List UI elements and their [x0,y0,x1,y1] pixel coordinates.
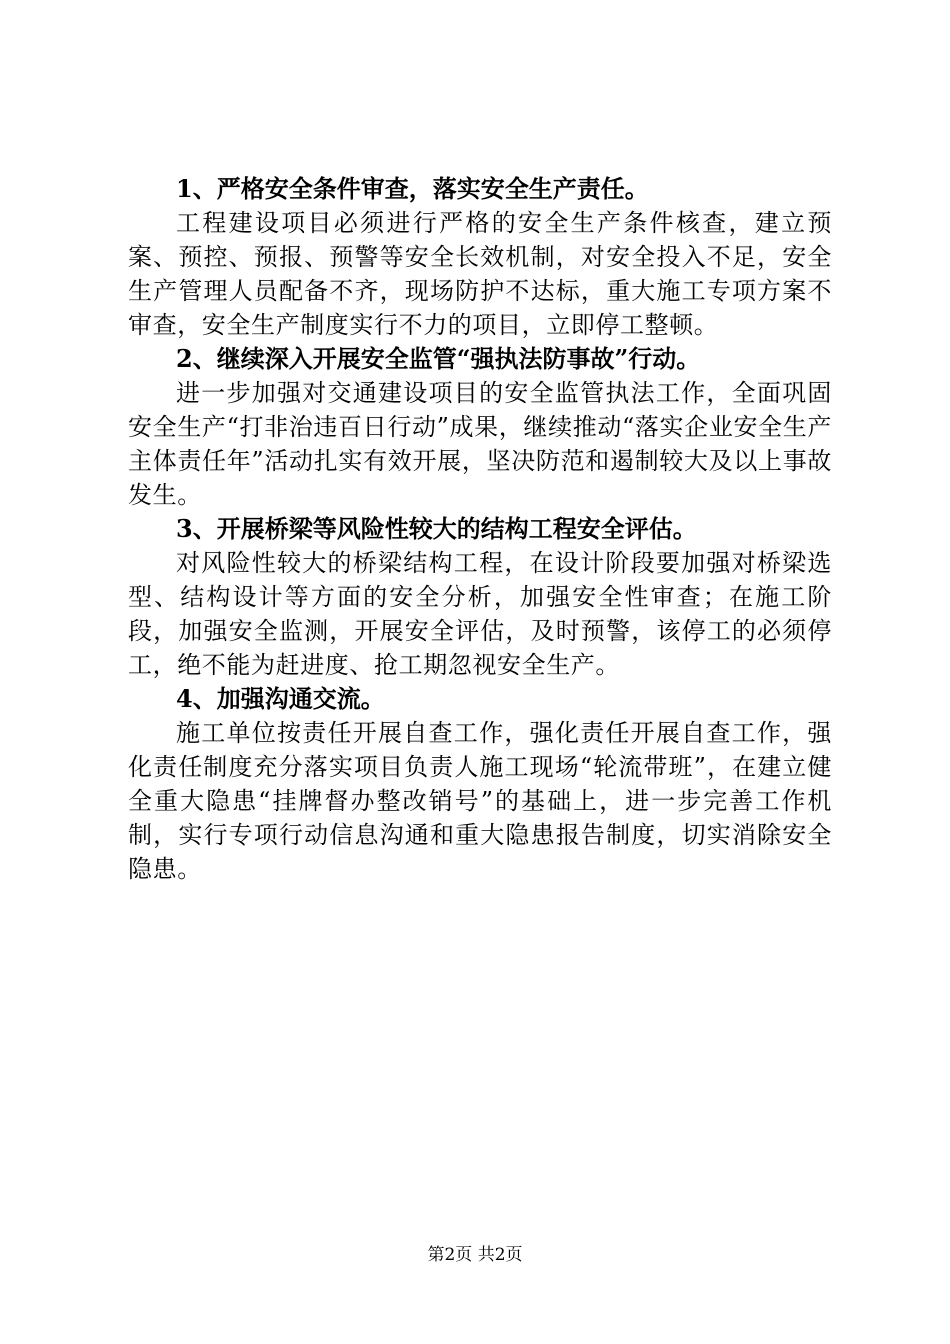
section-2-paragraph: 进一步加强对交通建设项目的安全监管执法工作，全面巩固安全生产“打非治违百日行动”成果，继续推动“落实企业安全生产主体责任年”活动扎实有效开展，坚决防范和遏制较大及以上事故发生。 [128,379,832,509]
section-2-heading: 2、继续深入开展安全监管“强执法防事故”行动。 [176,344,701,373]
page-number-footer: 第2页 共2页 [427,1245,523,1265]
document-body [128,172,832,886]
section-4-heading: 4、加强沟通交流。 [176,684,385,713]
section-1-paragraph: 工程建设项目必须进行严格的安全生产条件核查，建立预案、预控、预报、预警等安全长效机制，对安全投入不足，安全生产管理人员配备不齐，现场防护不达标，重大施工专项方案不审查，安全生产制度实行不力的项目，立即停工整顿。 [128,209,832,339]
section-4-paragraph: 施工单位按责任开展自查工作，强化责任开展自查工作，强化责任制度充分落实项目负责人施工现场“轮流带班”，在建立健全重大隐患“挂牌督办整改销号”的基础上，进一步完善工作机制，实行专项行动信息沟通和重大隐患报告制度，切实消除安全隐患。 [128,719,832,883]
section-1-heading: 1、严格安全条件审查，落实安全生产责任。 [176,174,649,203]
section-3-paragraph: 对风险性较大的桥梁结构工程，在设计阶段要加强对桥梁选型、结构设计等方面的安全分析，加强安全性审查；在施工阶段，加强安全监测，开展安全评估，及时预警，该停工的必须停工，绝不能为赶进度、抢工期忽视安全生产。 [128,549,832,679]
section-3-heading: 3、开展桥梁等风险性较大的结构工程安全评估。 [176,514,697,543]
